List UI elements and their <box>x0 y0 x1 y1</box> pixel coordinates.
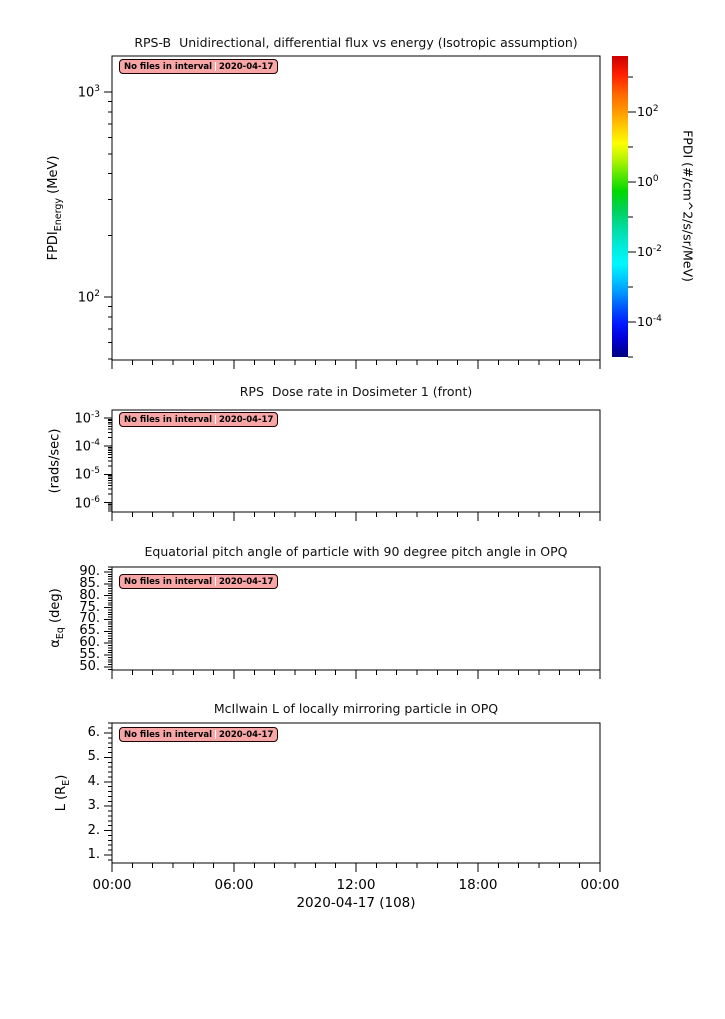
y-label-text: FPDI <box>46 231 62 261</box>
axes-frames-and-ticks <box>104 56 636 872</box>
badge-date: 2020-04-17 <box>219 576 274 587</box>
x-tick-label-1800: 18:00 <box>458 877 498 893</box>
panel4-title: McIlwain L of locally mirroring particle in OPQ <box>213 701 499 716</box>
colorbar-tick-label: $10^{-4}$ <box>637 314 662 330</box>
y-label-subscript: Eq <box>54 627 66 640</box>
y-label-text: (rads/sec) <box>47 428 63 494</box>
badge-message: No files in interval <box>124 729 213 740</box>
no-files-badge-panel1 <box>119 59 278 74</box>
colorbar-tick-label: $10^0$ <box>637 174 659 190</box>
panel2-title: RPS Dose rate in Dosimeter 1 (front) <box>239 384 473 399</box>
y-tick-label: 6. <box>87 725 100 740</box>
y-tick-label: $10^{-4}$ <box>74 438 100 455</box>
colorbar-tick-label: $10^2$ <box>637 104 659 120</box>
x-axis-date-label: 2020-04-17 (108) <box>296 895 416 911</box>
y-tick-label: $10^2$ <box>77 289 100 306</box>
y-tick-label: 3. <box>87 798 100 814</box>
y-tick-label: 85. <box>79 575 100 591</box>
colorbar-axis-label: FPDI (#/cm^2/s/sr/MeV) <box>680 130 696 282</box>
y-label-text: (deg) <box>48 588 64 628</box>
badge-date: 2020-04-17 <box>219 414 274 425</box>
panel1-y-axis-label <box>46 156 64 261</box>
x-tick-label-1200: 12:00 <box>336 877 376 893</box>
y-tick-label: $10^{-3}$ <box>74 410 100 427</box>
y-label-text: α <box>48 639 64 648</box>
y-tick-label: 60. <box>79 635 100 651</box>
badge-separator <box>215 62 216 71</box>
x-tick-label-0000: 00:00 <box>92 877 132 893</box>
badge-message: No files in interval <box>124 576 213 587</box>
badge-message: No files in interval <box>124 61 213 72</box>
x-tick-label-2400: 00:00 <box>580 877 620 893</box>
y-label-text: L (R <box>54 785 70 812</box>
badge-separator <box>215 415 216 424</box>
badge-separator <box>215 730 216 739</box>
badge-separator <box>215 577 216 586</box>
colorbar-tick-label: $10^{-2}$ <box>637 244 662 260</box>
no-files-badge-panel4 <box>119 727 278 742</box>
badge-date: 2020-04-17 <box>219 61 274 72</box>
y-tick-label: 50. <box>79 658 100 674</box>
y-tick-label: 75. <box>79 599 100 615</box>
y-tick-label: 55. <box>79 647 100 663</box>
x-tick-label-0600: 06:00 <box>214 877 254 893</box>
y-tick-label: 70. <box>79 611 100 627</box>
y-tick-label: 90. <box>79 563 100 579</box>
y-label-text: (MeV) <box>46 155 62 198</box>
y-tick-label: 2. <box>87 822 100 838</box>
y-label-subscript: E <box>60 779 72 786</box>
y-tick-label: 65. <box>79 623 100 639</box>
no-files-badge-panel2 <box>119 412 278 427</box>
y-label-subscript: Energy <box>52 197 64 232</box>
panel1-title: RPS-B Unidirectional, differential flux vs energy (Isotropic assumption) <box>134 35 578 50</box>
colorbar-gradient <box>612 56 628 357</box>
y-label-text: ) <box>54 774 70 780</box>
panel3-title: Equatorial pitch angle of particle with 90 degree pitch angle in OPQ <box>144 544 568 559</box>
y-tick-label: 5. <box>87 749 100 765</box>
y-tick-label: $10^{-6}$ <box>74 494 100 511</box>
y-tick-label: 80. <box>79 587 100 603</box>
badge-message: No files in interval <box>124 414 213 425</box>
y-tick-label: 4. <box>87 773 100 789</box>
no-files-badge-panel3 <box>119 574 278 589</box>
badge-date: 2020-04-17 <box>219 729 274 740</box>
y-tick-label: $10^{-5}$ <box>74 466 100 483</box>
y-tick-label: 1. <box>87 846 100 862</box>
y-tick-label: $10^3$ <box>77 84 100 101</box>
